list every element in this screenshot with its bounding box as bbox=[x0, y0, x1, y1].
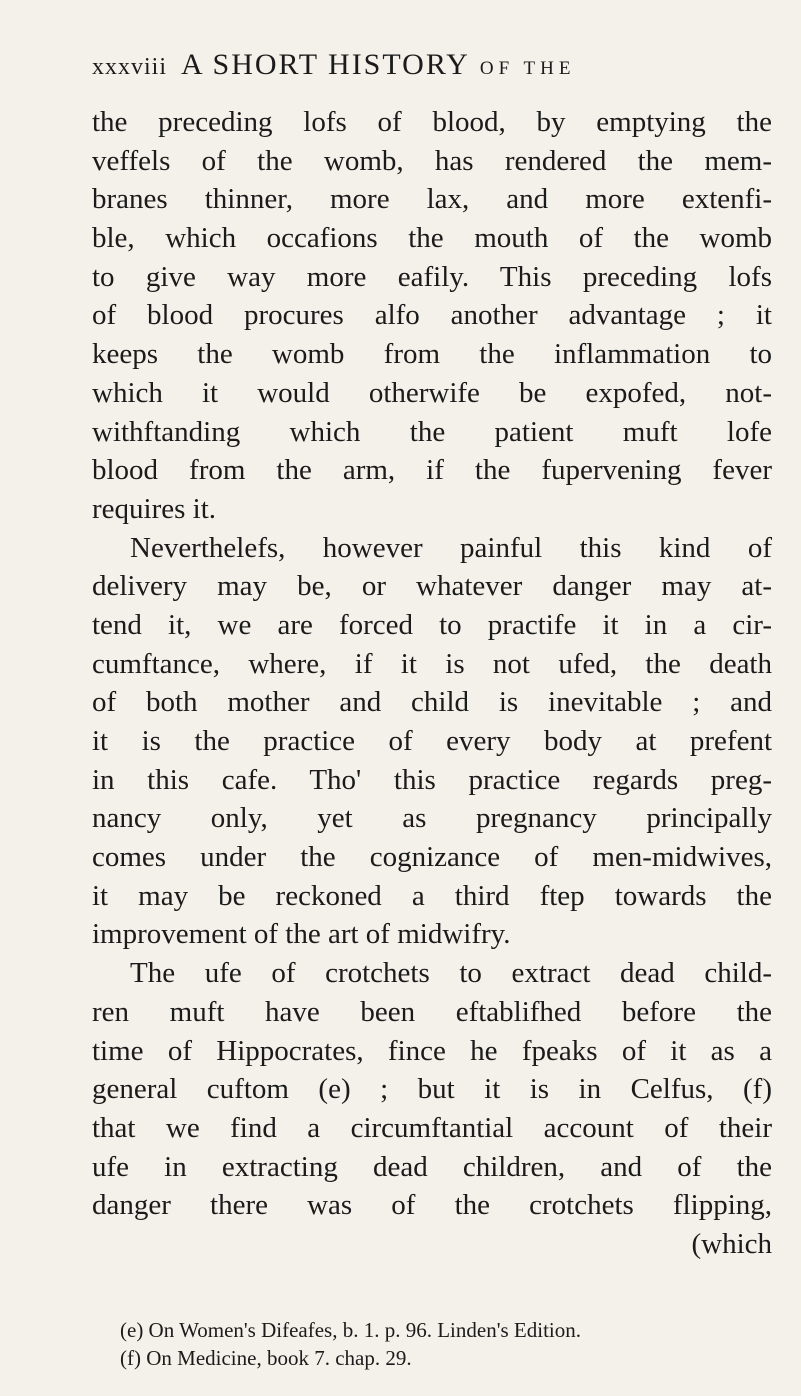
text-line: comes under the cognizance of men-midwives, bbox=[92, 841, 772, 874]
running-head-small-caps: OF THE bbox=[479, 58, 576, 79]
text-line: nancy only, yet as pregnancy principally bbox=[92, 802, 772, 835]
text-line: tend it, we are forced to practife it in a cir- bbox=[92, 608, 772, 641]
text-line: it is the practice of every body at prefent bbox=[92, 725, 772, 757]
text-line: in this cafe. Tho' this practice regards preg- bbox=[92, 763, 772, 796]
text-line: blood from the arm, if the fupervening fever bbox=[92, 454, 772, 487]
text-line: of both mother and child is inevitable ; and bbox=[92, 686, 772, 719]
text-line: which it would otherwife be expofed, not- bbox=[92, 376, 772, 409]
text-line: branes thinner, more lax, and more extenfi- bbox=[92, 183, 772, 216]
text-line: improvement of the art of midwifry. bbox=[92, 918, 511, 951]
text-line: that we find a circumftantial account of their bbox=[92, 1111, 772, 1144]
text-line: danger there was of the crotchets flipping, bbox=[92, 1189, 772, 1222]
text-line: delivery may be, or whatever danger may at- bbox=[92, 570, 772, 603]
text-line: withftanding which the patient muft lofe bbox=[92, 415, 772, 448]
running-head-title: A SHORT HISTORY bbox=[181, 48, 470, 81]
text-line: veffels of the womb, has rendered the mem- bbox=[92, 144, 772, 177]
text-line: ble, which occafions the mouth of the womb bbox=[92, 222, 772, 255]
text-line: to give way more eafily. This preceding lofs bbox=[92, 260, 772, 293]
text-line: general cuftom (e) ; but it is in Celfus, (f) bbox=[92, 1073, 772, 1106]
text-line: it may be reckoned a third ftep towards the bbox=[92, 879, 772, 912]
catchword: (which bbox=[691, 1227, 772, 1260]
text-line: requires it. bbox=[92, 492, 217, 525]
text-line: ren muft have been eftablifhed before the bbox=[92, 995, 772, 1028]
page-number: xxxviii bbox=[92, 54, 168, 80]
footnotes bbox=[120, 1316, 780, 1372]
text-line: keeps the womb from the inflammation to bbox=[92, 338, 772, 371]
paragraph-start-line: Neverthelefs, however painful this kind of bbox=[130, 531, 772, 564]
text-line: time of Hippocrates, fince he fpeaks of it as a bbox=[92, 1034, 772, 1067]
text-line: cumftance, where, if it is not ufed, the death bbox=[92, 647, 772, 680]
running-header bbox=[92, 48, 772, 96]
paragraph-start-line: The ufe of crotchets to extract dead child- bbox=[130, 957, 772, 990]
text-line: the preceding lofs of blood, by emptying the bbox=[92, 106, 772, 138]
footnote-e: (e) On Women's Difeafes, b. 1. p. 96. Linden's Edition. bbox=[120, 1318, 581, 1342]
text-line: ufe in extracting dead children, and of the bbox=[92, 1150, 772, 1183]
body-text bbox=[92, 103, 772, 1264]
footnote-f: (f) On Medicine, book 7. chap. 29. bbox=[120, 1346, 412, 1370]
text-line: of blood procures alfo another advantage ; it bbox=[92, 299, 772, 332]
